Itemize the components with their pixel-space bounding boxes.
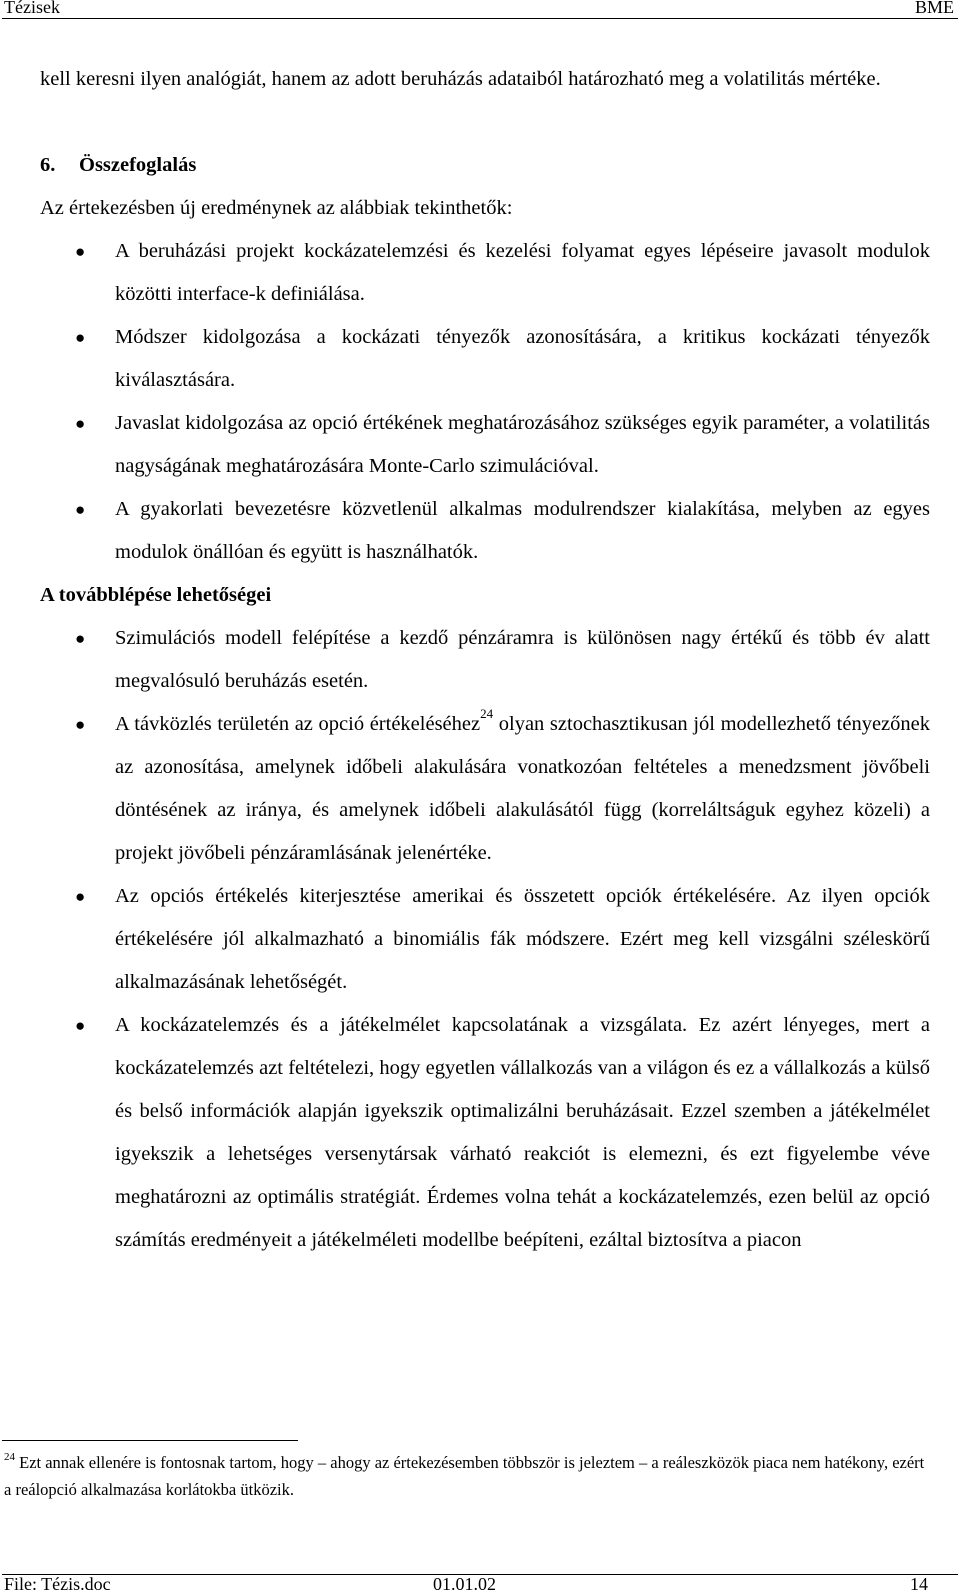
footnote-number: 24 (4, 1451, 15, 1463)
list-item-text: Javaslat kidolgozása az opció értékének meghatározásához szükséges egyik paraméter, a volatilitás nagyságának meghatározására Monte-Carlo szimulációval. (115, 412, 930, 477)
header-rule (2, 18, 958, 19)
next-steps-list (40, 617, 930, 1262)
intro-paragraph: kell keresni ilyen analógiát, hanem az adott beruházás adataiból határozható meg a volatilitás mértéke. (40, 68, 881, 90)
list-item-text-continued: olyan sztochasztikusan jól modellezhető tényezőnek az azonosítása, amelynek időbeli alakulására vonatkozóan feltételes a menedzsment jövőbeli döntésének az iránya, és amelynek időbeli alakulásától függ (korreláltságuk egyhez közeli) a projekt jövőbeli pénzáramlásának jelenértéke. (115, 713, 931, 864)
footnote-separator (2, 1440, 298, 1441)
results-list (40, 230, 930, 574)
section-6-lead: Az értekezésben új eredménynek az alábbiak tekinthetők: (40, 197, 513, 219)
footer-file-name: File: Tézis.doc (4, 1574, 111, 1594)
page-header (0, 0, 960, 22)
bullet-icon: ● (75, 328, 86, 347)
list-item (40, 230, 930, 316)
header-left-title: Tézisek (4, 0, 60, 17)
list-item (40, 875, 930, 1004)
page-body (40, 58, 930, 1262)
list-item-text: A kockázatelemzés és a játékelmélet kapcsolatának a vizsgálata. Ez azért lényeges, mert a kockázatelemzés azt feltételezi, hogy egyetlen vállalkozás van a világon és ez a vállalkozás a külső és belső információk alapján igyekszik optimalizálni beruházásait. Ezzel szemben a játékelmélet igyekszik a lehetséges versenytársak várható reakciót is elemezni, és ezt figyelembe véve meghatározni az optimális stratégiát. Érdemes volna tehát a kockázatelemzés, ezen belül az opció számítás eredményeit a játékelméleti modellbe beépíteni, ezáltal biztosítva a piacon (115, 1014, 930, 1251)
section-6-heading (40, 144, 930, 187)
bullet-icon: ● (75, 887, 86, 906)
bullet-icon: ● (75, 1016, 86, 1035)
footer-page-number: 14 (910, 1574, 928, 1594)
section-6-title: Összefoglalás (79, 154, 197, 176)
footnote (4, 1449, 934, 1503)
list-item-text: A gyakorlati bevezetésre közvetlenül alkalmas modulrendszer kialakítása, melyben az egyes modulok önállóan és együtt is használhatók. (115, 498, 930, 563)
footer-date: 01.01.02 (433, 1574, 496, 1594)
list-item-text: A beruházási projekt kockázatelemzési és kezelési folyamat egyes lépéseire javasolt modulok közötti interface-k definiálása. (115, 240, 930, 305)
list-item-text: Szimulációs modell felépítése a kezdő pénzáramra is különösen nagy értékű és több év alatt megvalósuló beruházás esetén. (115, 627, 930, 692)
bullet-icon: ● (75, 629, 86, 648)
next-steps-heading: A továbblépése lehetőségei (40, 584, 272, 606)
bullet-icon: ● (75, 414, 86, 433)
list-item-text: Módszer kidolgozása a kockázati tényezők azonosítására, a kritikus kockázati tényezők kiválasztására. (115, 326, 930, 391)
footnote-reference[interactable]: 24 (480, 706, 494, 721)
header-right-title: BME (914, 0, 954, 17)
list-item (40, 316, 930, 402)
list-item (40, 488, 930, 574)
list-item (40, 1004, 930, 1262)
bullet-icon: ● (75, 500, 86, 519)
bullet-icon: ● (75, 242, 86, 261)
page-footer (0, 1574, 960, 1593)
list-item-text: Az opciós értékelés kiterjesztése amerikai és összetett opciók értékelésére. Az ilyen opciók értékelésére jól alkalmazható a binomiális fák módszere. Ezért meg kell vizsgálni széleskörű alkalmazásának lehetőségét. (115, 885, 930, 993)
list-item (40, 402, 930, 488)
footnote-text: Ezt annak ellenére is fontosnak tartom, hogy – ahogy az értekezésemben többször is jeleztem – a reáleszközök piaca nem hatékony, ezért a reálopció alkalmazása korlátokba ütközik. (4, 1453, 925, 1499)
list-item (40, 703, 930, 875)
section-6-number: 6. (40, 154, 56, 176)
list-item-text: A távközlés területén az opció értékeléséhez (115, 713, 481, 735)
bullet-icon: ● (75, 715, 86, 734)
list-item (40, 617, 930, 703)
